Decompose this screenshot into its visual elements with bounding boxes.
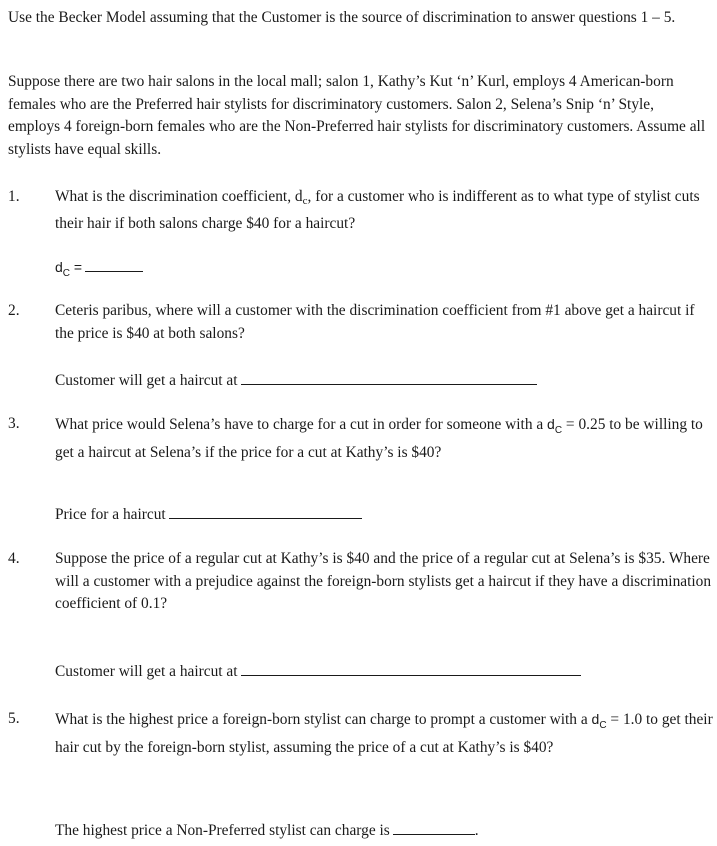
question-number-3: 3. bbox=[8, 415, 20, 432]
question-4-text: Suppose the price of a regular cut at Kathy’s is $40 and the price of a regular cut at Selena’s is $35. Where will a customer with a prejudice against the foreign-born stylists get a haircut if they have a discrimination coefficient of 0.1? bbox=[55, 550, 712, 612]
question-3-text: What price would Selena’s have to charge for a cut in order for someone with a $d_C = 0.25$ to be willing to get a haircut at Selena’s if the price for a cut at Kathy’s is $40? bbox=[55, 416, 703, 462]
dc-symbol: $d_C$ bbox=[55, 259, 71, 279]
answer-2-line: Customer will get a haircut at bbox=[55, 369, 713, 393]
answer-4-line: Customer will get a haircut at bbox=[55, 660, 713, 684]
question-number-5: 5. bbox=[8, 710, 20, 727]
answer-1-line: $d_C$ = bbox=[55, 256, 713, 285]
answer-2-blank[interactable] bbox=[241, 369, 537, 385]
question-number-2: 2. bbox=[8, 302, 20, 319]
answer-5-line: The highest price a Non-Preferred stylist can charge is . bbox=[55, 819, 713, 843]
answer-3-blank[interactable] bbox=[169, 503, 362, 519]
answer-5-blank[interactable] bbox=[393, 819, 475, 835]
answer-1-blank[interactable] bbox=[85, 256, 143, 272]
question-number-1: 1. bbox=[8, 188, 20, 205]
dc-symbol: $d_C$ bbox=[547, 416, 563, 436]
question-5-text: What is the highest price a foreign-born stylist can charge to prompt a customer with a $d_C = 1.0$ to get their hair cut by the foreign-born stylist, assuming the price of a cut at Kathy’s is $40? bbox=[55, 711, 713, 757]
answer-4-blank[interactable] bbox=[241, 660, 581, 676]
question-number-4: 4. bbox=[8, 550, 20, 567]
scenario-paragraph: Suppose there are two hair salons in the local mall; salon 1, Kathy’s Kut ‘n’ Kurl, employs 4 American-born females who are the Preferred hair stylists for discriminatory customers. Salon 2, Selena’s Snip ‘n’ Style, employs 4 foreign-born females who are the Non-Preferred hair stylists for discriminatory customers. Assume all stylists have equal skills. bbox=[8, 73, 706, 158]
answer-3-line: Price for a haircut bbox=[55, 503, 713, 527]
dc-symbol: $d_C$ bbox=[591, 711, 607, 731]
instructions: Use the Becker Model assuming that the Customer is the source of discrimination to answer questions 1 – 5. bbox=[8, 9, 676, 26]
question-1-text: What is the discrimination coefficient, dc, for a customer who is indifferent as to what type of stylist cuts their hair if both salons charge $40 for a haircut? bbox=[55, 188, 700, 232]
question-2-text: Ceteris paribus, where will a customer with the discrimination coefficient from #1 above get a haircut if the price is $40 at both salons? bbox=[55, 302, 695, 342]
